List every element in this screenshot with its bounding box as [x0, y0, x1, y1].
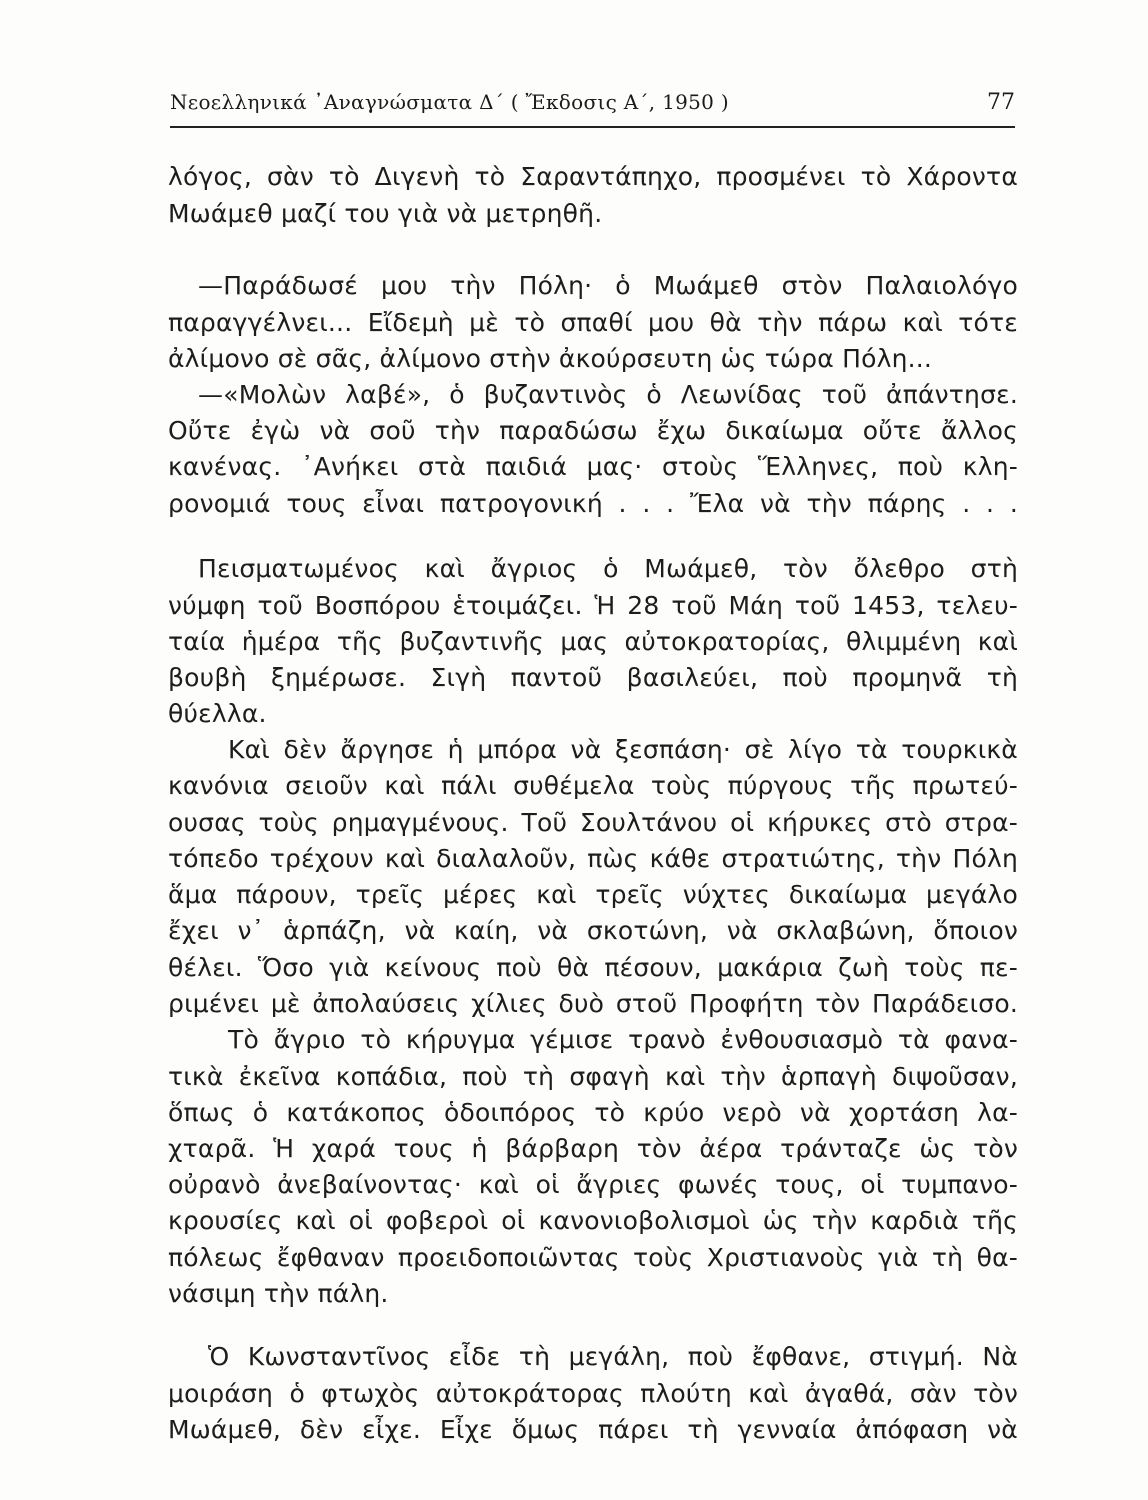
text-line: νύμφη τοῦ Βοσπόρου ἑτοιμάζει. Ἡ 28 τοῦ Μάη τοῦ 1453, τελευ-	[168, 591, 1018, 620]
text-line: ριμένει μὲ ἀπολαύσεις χίλιες δυὸ στοῦ Προφήτη τὸν Παράδεισο.	[168, 989, 1018, 1018]
text-line: Καὶ δὲν ἄργησε ἡ μπόρα νὰ ξεσπάση· σὲ λίγο τὰ τουρκικὰ	[228, 735, 1018, 764]
text-line: ταία ἡμέρα τῆς βυζαντινῆς μας αὐτοκρατορίας, θλιμμένη καὶ	[168, 627, 1018, 656]
text-line: μοιράση ὁ φτωχὸς αὐτοκράτορας πλούτη καὶ ἀγαθά, σὰν τὸν	[168, 1379, 1018, 1408]
text-line: παραγγέλνει... Εἴδεμὴ μὲ τὸ σπαθί μου θὰ τὴν πάρω καὶ τότε	[168, 308, 1018, 337]
text-line: θύελλα.	[168, 699, 267, 728]
text-line: κρουσίες καὶ οἱ φοβεροὶ οἱ κανονιοβολισμοὶ ὡς τὴν καρδιὰ τῆς	[168, 1206, 1018, 1235]
text-line: θέλει. Ὅσο γιὰ κείνους ποὺ θὰ πέσουν, μακάρια ζωὴ τοὺς πε-	[168, 953, 1018, 982]
text-line: ὅπως ὁ κατάκοπος ὁδοιπόρος τὸ κρύο νερὸ νὰ χορτάση λα-	[168, 1098, 1018, 1127]
text-line: κανόνια σειοῦν καὶ πάλι συθέμελα τοὺς πύργους τῆς πρωτεύ-	[168, 771, 1018, 800]
text-line: νάσιμη τὴν πάλη.	[168, 1279, 389, 1308]
text-line: —Παράδωσέ μου τὴν Πόλη· ὁ Μωάμεθ στὸν Παλαιολόγο	[198, 271, 1018, 300]
page-number: 77	[987, 90, 1015, 115]
text-line: ουσας τοὺς ρημαγμένους. Τοῦ Σουλτάνου οἱ κήρυκες στὸ στρα-	[168, 808, 1018, 837]
text-line: ἅμα πάρουν, τρεῖς μέρες καὶ τρεῖς νύχτες δικαίωμα μεγάλο	[168, 880, 1018, 909]
text-line: πόλεως ἔφθαναν προειδοποιῶντας τοὺς Χριστιανοὺς γιὰ τὴ θα-	[168, 1243, 1018, 1272]
text-line: κανένας. ᾽Ανήκει στὰ παιδιά μας· στοὺς Ἕλληνες, ποὺ κλη-	[168, 452, 1018, 481]
text-line: βουβὴ ξημέρωσε. Σιγὴ παντοῦ βασιλεύει, ποὺ προμηνᾶ τὴ	[168, 663, 1018, 692]
text-line: τόπεδο τρέχουν καὶ διαλαλοῦν, πὼς κάθε στρατιώτης, τὴν Πόλη	[168, 844, 1018, 873]
header-title: Νεοελληνικά ᾽Αναγνώσματα Δ΄ ( Ἔκδοσις Α΄, 1950 )	[170, 90, 729, 114]
text-line: Ὁ Κωνσταντῖνος εἶδε τὴ μεγάλη, ποὺ ἔφθανε, στιγμή. Νὰ	[208, 1342, 1018, 1371]
running-header	[170, 86, 1015, 128]
text-line: ρονομιά τους εἶναι πατρογονική . . . Ἔλα νὰ τὴν πάρης . . .	[168, 489, 1018, 518]
text-line: λόγος, σὰν τὸ Διγενὴ τὸ Σαραντάπηχο, προσμένει τὸ Χάροντα	[168, 162, 1018, 191]
text-line: χταρᾶ. Ἡ χαρά τους ἡ βάρβαρη τὸν ἀέρα τράνταζε ὡς τὸν	[168, 1134, 1018, 1163]
text-line: —«Μολὼν λαβέ», ὁ βυζαντινὸς ὁ Λεωνίδας τοῦ ἀπάντησε.	[198, 380, 1018, 409]
text-line: ἀλίμονο σὲ σᾶς, ἀλίμονο στὴν ἀκούρσευτη ὡς τώρα Πόλη...	[168, 344, 933, 373]
text-line: ἔχει ν᾽ ἁρπάζη, νὰ καίη, νὰ σκοτώνη, νὰ σκλαβώνη, ὅποιον	[168, 916, 1018, 945]
text-line: οὐρανὸ ἀνεβαίνοντας· καὶ οἱ ἄγριες φωνές τους, οἱ τυμπανο-	[168, 1170, 1018, 1199]
text-line: Μωάμεθ, δὲν εἶχε. Εἶχε ὅμως πάρει τὴ γενναία ἀπόφαση νὰ	[168, 1415, 1018, 1444]
text-line: Πεισματωμένος καὶ ἄγριος ὁ Μωάμεθ, τὸν ὄλεθρο στὴ	[198, 554, 1018, 583]
text-line: Μωάμεθ μαζί του γιὰ νὰ μετρηθῆ.	[168, 199, 603, 228]
text-line: Οὔτε ἐγὼ νὰ σοῦ τὴν παραδώσω ἔχω δικαίωμα οὔτε ἄλλος	[168, 416, 1018, 445]
text-line: Τὸ ἄγριο τὸ κήρυγμα γέμισε τρανὸ ἐνθουσιασμὸ τὰ φανα-	[228, 1025, 1018, 1054]
text-line: τικὰ ἐκεῖνα κοπάδια, ποὺ τὴ σφαγὴ καὶ τὴν ἁρπαγὴ διψοῦσαν,	[168, 1062, 1018, 1091]
